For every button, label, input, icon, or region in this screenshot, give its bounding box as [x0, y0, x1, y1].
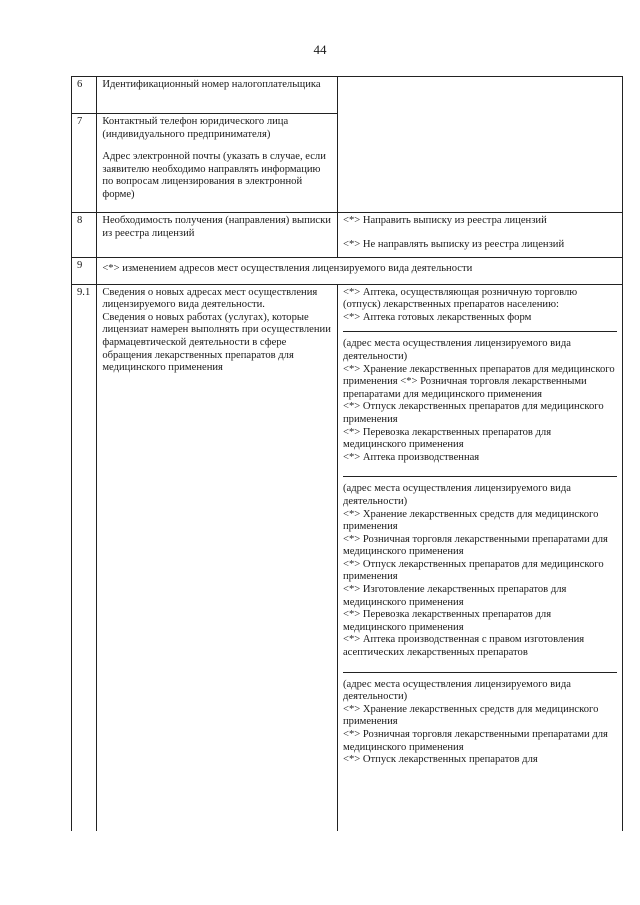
option-production-pharmacy[interactable]: <*> Аптека производственная	[342, 451, 480, 463]
option-manufacturing[interactable]: <*> Изготовление лекарственных препаратов для медицинского применения	[342, 584, 567, 608]
option-storage[interactable]: <*> Хранение лекарственных средств для медицинского применения	[342, 508, 599, 533]
phone-label: Контактный телефон юридического лица (индивидуального предпринимателя)	[102, 116, 289, 140]
address-caption: (адрес места осуществления лицензируемого вида деятельности)	[342, 678, 571, 703]
extract-need-label: Необходимость получения (направления) выписки из реестра лицензий	[102, 215, 331, 239]
address-line	[343, 672, 617, 673]
option-retail[interactable]: <*> Розничная торговля лекарственными препаратами для медицинского применения	[342, 533, 608, 558]
address-caption: (адрес места осуществления лицензируемого вида деятельности)	[342, 338, 571, 362]
new-addresses-label: Сведения о новых адресах мест осуществления лицензируемого вида деятельности.	[102, 286, 318, 311]
option-block-1	[343, 287, 617, 325]
new-works-label: Сведения о новых работах (услугах), которые лицензиат намерен выполнять при осуществлении фармацевтической деятельности в сфере обращения лекарственных препаратов для медицинского применения	[102, 311, 331, 374]
option-dispensing[interactable]: <*> Отпуск лекарственных препаратов для	[342, 754, 538, 766]
option-dispensing[interactable]: <*> Отпуск лекарственных препаратов для медицинского применения	[342, 558, 604, 583]
options-cell	[337, 213, 622, 258]
email-label: Адрес электронной почты (указать в случае, если заявителю необходимо направлять информацию по вопросам лицензирования в электронной форме)	[102, 151, 326, 200]
option-storage-retail[interactable]: <*> Хранение лекарственных препаратов для медицинского применения <*> Розничная торговля лекарственными препаратами для медицинского применения	[342, 363, 615, 400]
option-retail[interactable]: <*> Розничная торговля лекарственными препаратами для медицинского применения	[342, 729, 608, 753]
option-block-2	[343, 338, 617, 464]
option-storage[interactable]: <*> Хранение лекарственных средств для медицинского применения	[342, 703, 599, 728]
row-6	[72, 77, 623, 114]
row-number: 8	[72, 213, 97, 258]
address-caption: (адрес места осуществления лицензируемого вида деятельности)	[342, 483, 571, 507]
row-number: 9.1	[72, 284, 97, 831]
contact-value-cell	[337, 77, 622, 213]
page-number: 44	[313, 42, 327, 57]
field-label	[97, 213, 338, 258]
address-line	[343, 331, 617, 332]
option-aseptic-pharmacy[interactable]: <*> Аптека производственная с правом изготовления асептических лекарственных препаратов	[342, 634, 585, 659]
row-number: 7	[72, 114, 97, 213]
field-label	[97, 114, 338, 213]
field-label	[97, 284, 338, 831]
license-application-table	[71, 76, 623, 831]
option-block-4	[343, 679, 617, 767]
address-change-option[interactable]: <*> изменением адресов мест осуществления лицензируемого вида деятельности	[102, 263, 473, 274]
inn-label: Идентификационный номер налогоплательщика	[102, 79, 321, 90]
option-ready-forms-pharmacy[interactable]: <*> Аптека готовых лекарственных форм	[342, 311, 532, 323]
row-9-1	[72, 284, 623, 831]
option-dispensing[interactable]: <*> Отпуск лекарственных препаратов для медицинского применения	[342, 401, 604, 425]
option-send-extract[interactable]: <*> Направить выписку из реестра лицензий	[342, 215, 547, 226]
option-transport[interactable]: <*> Перевозка лекарственных препаратов для медицинского применения	[342, 609, 552, 633]
row-number: 6	[72, 77, 97, 114]
option-no-extract[interactable]: <*> Не направлять выписку из реестра лицензий	[342, 238, 565, 250]
address-line	[343, 476, 617, 477]
option-retail-pharmacy[interactable]: <*> Аптека, осуществляющая розничную торговлю (отпуск) лекарственных препаратов населению:	[342, 286, 578, 311]
option-block-3	[343, 483, 617, 659]
field-label	[97, 77, 338, 114]
activity-options-cell	[337, 284, 622, 831]
row-9	[72, 258, 623, 285]
row-8	[72, 213, 623, 258]
option-transport[interactable]: <*> Перевозка лекарственных препаратов для медицинского применения	[342, 426, 552, 451]
row-number: 9	[72, 258, 97, 285]
section-heading	[97, 258, 623, 285]
